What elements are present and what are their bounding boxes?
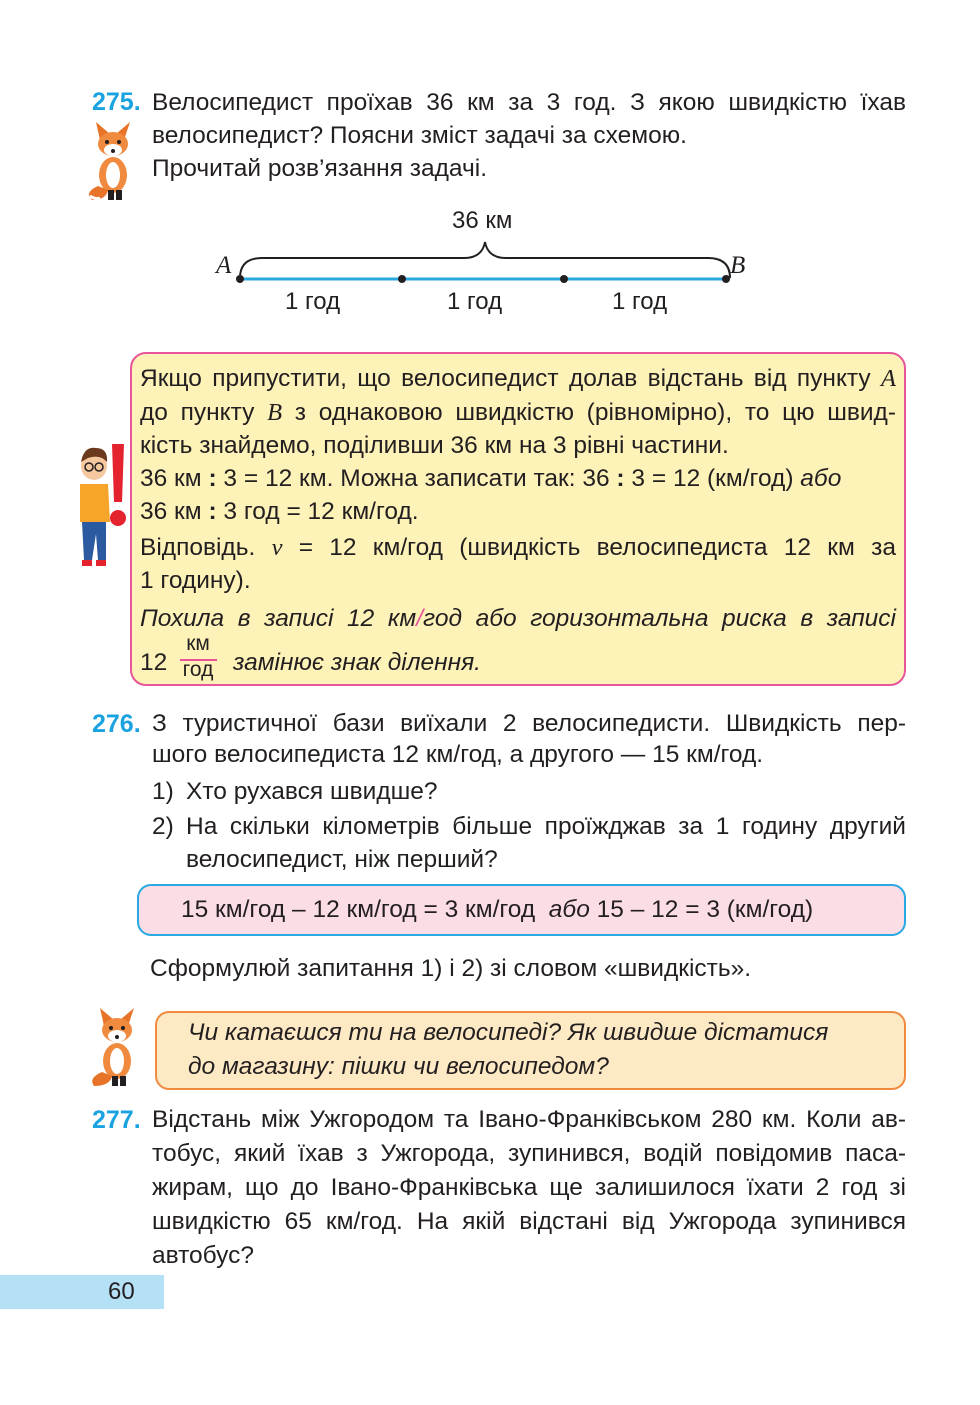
- page-number: 60: [108, 1278, 135, 1305]
- rule-note-line-2: замінює знак ділення.: [233, 649, 481, 676]
- rule-note-12: 12: [140, 649, 168, 676]
- rule-line-4: 36 км : 3 = 12 км. Можна записати так: 36 : 3 = 12 (км/год) або: [140, 465, 842, 492]
- scheme-point-a: A: [216, 252, 232, 279]
- solution-line: 15 км/год – 12 км/год = 3 км/год або 15 – 12 = 3 (км/год): [181, 896, 814, 923]
- page-number-tab: [0, 1275, 164, 1309]
- formulate-instruction: Сформулюй запитання 1) і 2) зі словом «швидкість».: [150, 955, 752, 982]
- task-276-line-2: шого велосипедиста 12 км/год, а другого — 15 км/год.: [152, 741, 764, 768]
- task-276-q2-line-2: велосипедист, ніж перший?: [186, 846, 498, 873]
- rule-answer-line: Відповідь. v = 12 км/год (швидкість велосипедиста 12 км за: [140, 534, 896, 561]
- task-275-number: 275.: [92, 88, 141, 116]
- rule-note-line-1: Похила в записі 12 км/год або горизонтальна риска в записі: [140, 605, 896, 632]
- rule-line-7: 1 годину).: [140, 567, 251, 594]
- scheme-segment-label: 1 год: [612, 288, 668, 315]
- rule-line-2: до пункту B з однаковою швидкістю (рівномірно), то цю швид-: [140, 399, 897, 426]
- task-276-q1: Хто рухався швидше?: [186, 778, 438, 805]
- task-277-line-4: швидкістю 65 км/год. На якій відстані від Ужгорода зупинився: [152, 1208, 906, 1235]
- fox-question-line-2: до магазину: пішки чи велосипедом?: [188, 1053, 609, 1080]
- task-276-q2-line-1: На скільки кілометрів більше проїжджав за 1 годину другий: [186, 813, 906, 840]
- task-276-q1-marker: 1): [152, 778, 174, 805]
- scheme-segment-label: 1 год: [285, 288, 341, 315]
- scheme-total-label: 36 км: [452, 207, 513, 234]
- task-277-line-3: жирам, що до Івано-Франківська ще залишилося їхати 2 год зі: [152, 1174, 906, 1201]
- task-277-line-1: Відстань між Ужгородом та Івано-Франківськом 280 км. Коли ав-: [152, 1106, 906, 1133]
- scheme-segment-diagram: [230, 236, 740, 296]
- task-277-line-2: тобус, який їхав з Ужгорода, зупинився, водій повідомив паса-: [152, 1140, 906, 1167]
- task-277-line-5: автобус?: [152, 1242, 255, 1269]
- rule-line-5: 36 км : 3 год = 12 км/год.: [140, 498, 419, 525]
- boy-with-exclamation-icon: [76, 442, 132, 570]
- task-276-number: 276.: [92, 710, 141, 738]
- scheme-point-b: B: [730, 252, 746, 279]
- task-276-q2-marker: 2): [152, 813, 174, 840]
- fraction-denominator: год: [182, 658, 214, 681]
- rule-line-3: кість знайдемо, поділивши 36 км на 3 рівні частини.: [140, 432, 729, 459]
- task-276-line-1: З туристичної бази виїхали 2 велосипедисти. Швидкість пер-: [152, 710, 906, 737]
- task-275-line-1: Велосипедист проїхав 36 км за 3 год. З якою швидкістю їхав: [152, 89, 906, 116]
- task-277-number: 277.: [92, 1106, 141, 1134]
- fraction-numerator: км: [186, 632, 210, 655]
- fox-mascot-icon: [86, 1006, 150, 1088]
- task-275-line-3: Прочитай розв’язання задачі.: [152, 155, 488, 182]
- fox-mascot-icon: [86, 120, 150, 202]
- fox-question-line-1: Чи катаєшся ти на велосипеді? Як швидше дістатися: [188, 1019, 829, 1046]
- task-275-line-2: велосипедист? Поясни зміст задачі за схемою.: [152, 122, 687, 149]
- scheme-segment-label: 1 год: [447, 288, 503, 315]
- rule-line-1: Якщо припустити, що велосипедист долав відстань від пункту A: [140, 365, 896, 392]
